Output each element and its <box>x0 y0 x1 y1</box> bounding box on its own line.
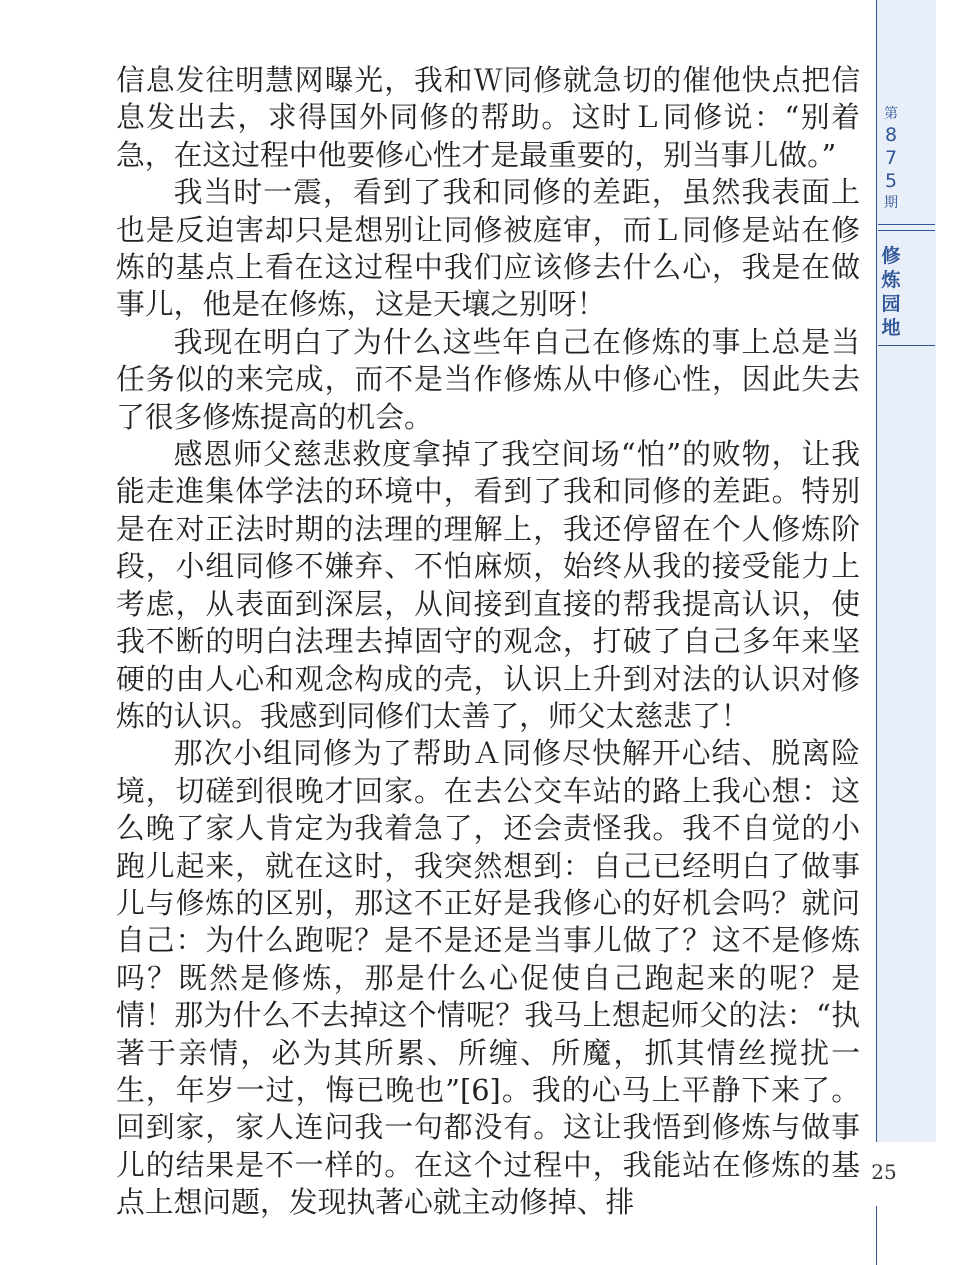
section-char: 修 <box>881 245 901 267</box>
sidebar-divider-bottom <box>878 345 935 346</box>
page-number: 25 <box>871 1160 897 1184</box>
paragraph: 那次小组同修为了帮助Ａ同修尽快解开心结、脱离险境，切磋到很晚才回家。在去公交车站的路上我心想：这么晚了家人肯定为我着急了，还会责怪我。我不自觉的小跑儿起来，就在这时，我突然想到：自己已经明白了做事儿与修炼的区别，那这不正好是我修心的好机会吗？就问自己：为什么跑呢？是不是还是当事儿做了？这不是修炼吗？既然是修炼，那是什么心促使自己跑起来的呢？是情！那为什么不去掉这个情呢？我马上想起师父的法：“执著于亲情，必为其所累、所缠、所魔，抓其情丝搅扰一生，年岁一过，悔已晚也”[6]。我的心马上平静下来了。回到家，家人连问我一句都没有。这让我悟到修炼与做事儿的结果是不一样的。在这个过程中，我能站在修炼的基点上想问题，发现执著心就主动修掉、排 <box>116 736 860 1220</box>
paragraph: 信息发往明慧网曝光，我和Ｗ同修就急切的催他快点把信息发出去，求得国外同修的帮助。这时Ｌ同修说：“别着急，在这过程中他要修心性才是最重要的，别当事儿做。” <box>116 63 860 172</box>
paragraph: 我当时一震，看到了我和同修的差距，虽然我表面上也是反迫害却只是想别让同修被庭审，而Ｌ同修是站在修炼的基点上看在这过程中我们应该修去什么心，我是在做事儿，他是在修炼，这是天壤之别呀！ <box>116 175 860 322</box>
issue-label <box>878 104 904 213</box>
paragraph: 我现在明白了为什么这些年自己在修炼的事上总是当任务似的来完成，而不是当作修炼从中修心性，因此失去了很多修炼提高的机会。 <box>116 324 860 434</box>
section-label <box>876 244 906 340</box>
sidebar-rule-lower <box>876 1206 877 1265</box>
issue-prefix: 第 <box>884 106 898 122</box>
issue-digit: 5 <box>884 170 898 192</box>
issue-suffix: 期 <box>884 195 898 211</box>
sidebar-divider-top-inner <box>878 230 935 231</box>
section-char: 园 <box>881 293 901 315</box>
article-body <box>116 62 860 1222</box>
sidebar-rule <box>876 0 877 1142</box>
section-char: 地 <box>881 317 901 339</box>
section-char: 炼 <box>881 269 901 291</box>
sidebar-divider-top <box>878 224 935 225</box>
paragraph: 感恩师父慈悲救度拿掉了我空间场“怕”的败物，让我能走進集体学法的环境中，看到了我和同修的差距。特别是在对正法时期的法理的理解上，我还停留在个人修炼阶段，小组同修不嫌弃、不怕麻烦，始终从我的接受能力上考虑，从表面到深层，从间接到直接的帮我提高认识，使我不断的明白法理去掉固守的观念，打破了自己多年来坚硬的由人心和观念构成的壳，认识上升到对法的认识对修炼的认识。我感到同修们太善了，师父太慈悲了！ <box>116 437 860 733</box>
issue-digit: 8 <box>884 124 898 146</box>
issue-digit: 7 <box>884 147 898 169</box>
